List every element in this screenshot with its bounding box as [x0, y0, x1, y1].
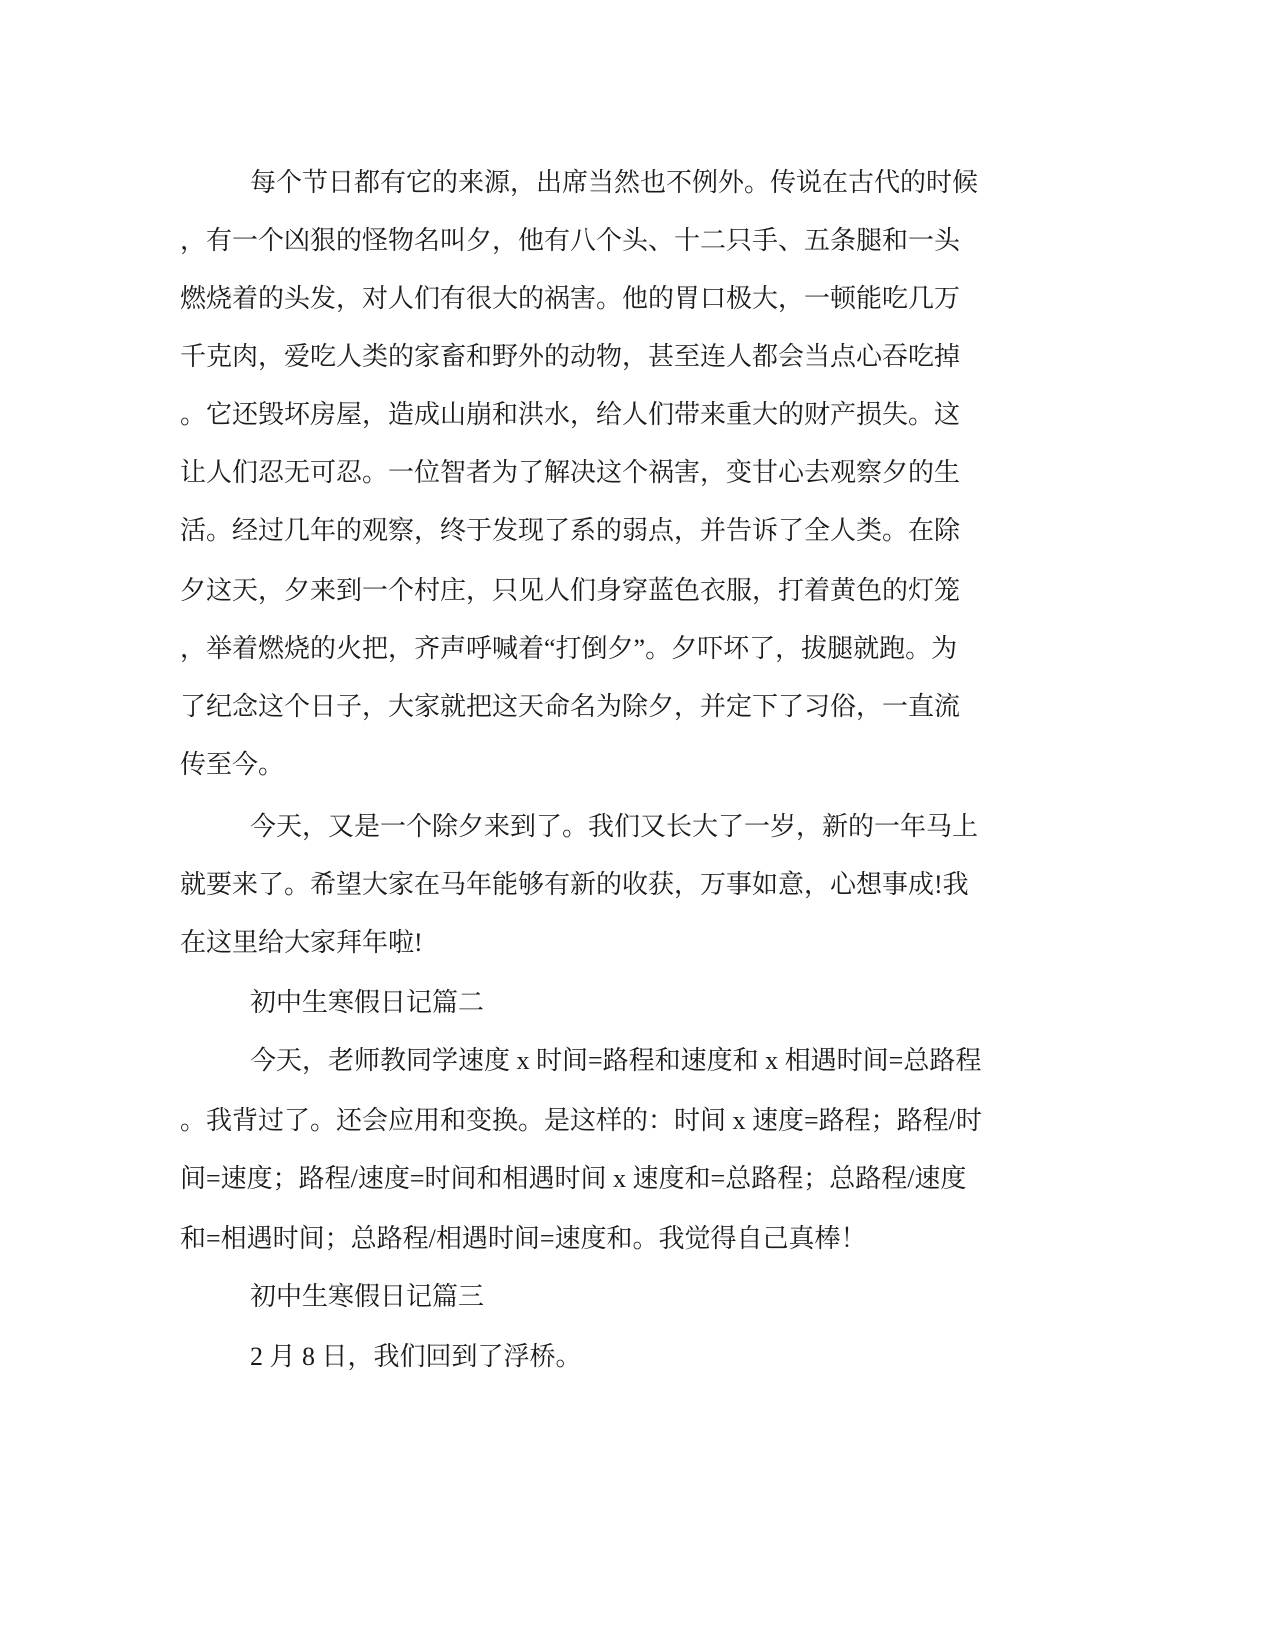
text-line: 活。经过几年的观察，终于发现了系的弱点，并告诉了全人类。在除 — [180, 516, 961, 545]
section-heading: 初中生寒假日记篇三 — [250, 1282, 485, 1311]
section-heading: 初中生寒假日记篇二 — [250, 988, 485, 1017]
text-line: ，有一个凶狠的怪物名叫夕，他有八个头、十二只手、五条腿和一头 — [180, 226, 961, 255]
text-line: 了纪念这个日子，大家就把这天命名为除夕，并定下了习俗，一直流 — [180, 692, 961, 721]
text-line: 夕这天，夕来到一个村庄，只见人们身穿蓝色衣服，打着黄色的灯笼 — [180, 576, 961, 605]
text-line: 传至今。 — [180, 750, 285, 779]
text-line: 。我背过了。还会应用和变换。是这样的：时间 x 速度=路程；路程/时 — [180, 1106, 982, 1135]
text-line: 燃烧着的头发，对人们有很大的祸害。他的胃口极大，一顿能吃几万 — [180, 284, 961, 313]
text-line: 就要来了。希望大家在马年能够有新的收获，万事如意，心想事成!我 — [180, 870, 969, 899]
text-line: 2 月 8 日，我们回到了浮桥。 — [250, 1342, 582, 1371]
text-line: 千克肉，爱吃人类的家畜和野外的动物，甚至连人都会当点心吞吃掉 — [180, 342, 961, 371]
text-line: 让人们忍无可忍。一位智者为了解决这个祸害，变甘心去观察夕的生 — [180, 458, 961, 487]
text-line: 每个节日都有它的来源，出席当然也不例外。传说在古代的时候 — [250, 168, 979, 197]
text-line: 和=相遇时间；总路程/相遇时间=速度和。我觉得自己真棒！ — [180, 1224, 867, 1253]
text-line: 间=速度；路程/速度=时间和相遇时间 x 速度和=总路程；总路程/速度 — [180, 1164, 967, 1193]
text-line: 。它还毁坏房屋，造成山崩和洪水，给人们带来重大的财产损失。这 — [180, 400, 961, 429]
text-line: 今天，又是一个除夕来到了。我们又长大了一岁，新的一年马上 — [250, 812, 979, 841]
text-line: ，举着燃烧的火把，齐声呼喊着“打倒夕”。夕吓坏了，拔腿就跑。为 — [180, 634, 958, 663]
text-line: 今天，老师教同学速度 x 时间=路程和速度和 x 相遇时间=总路程 — [250, 1046, 982, 1075]
text-line: 在这里给大家拜年啦! — [180, 928, 423, 957]
